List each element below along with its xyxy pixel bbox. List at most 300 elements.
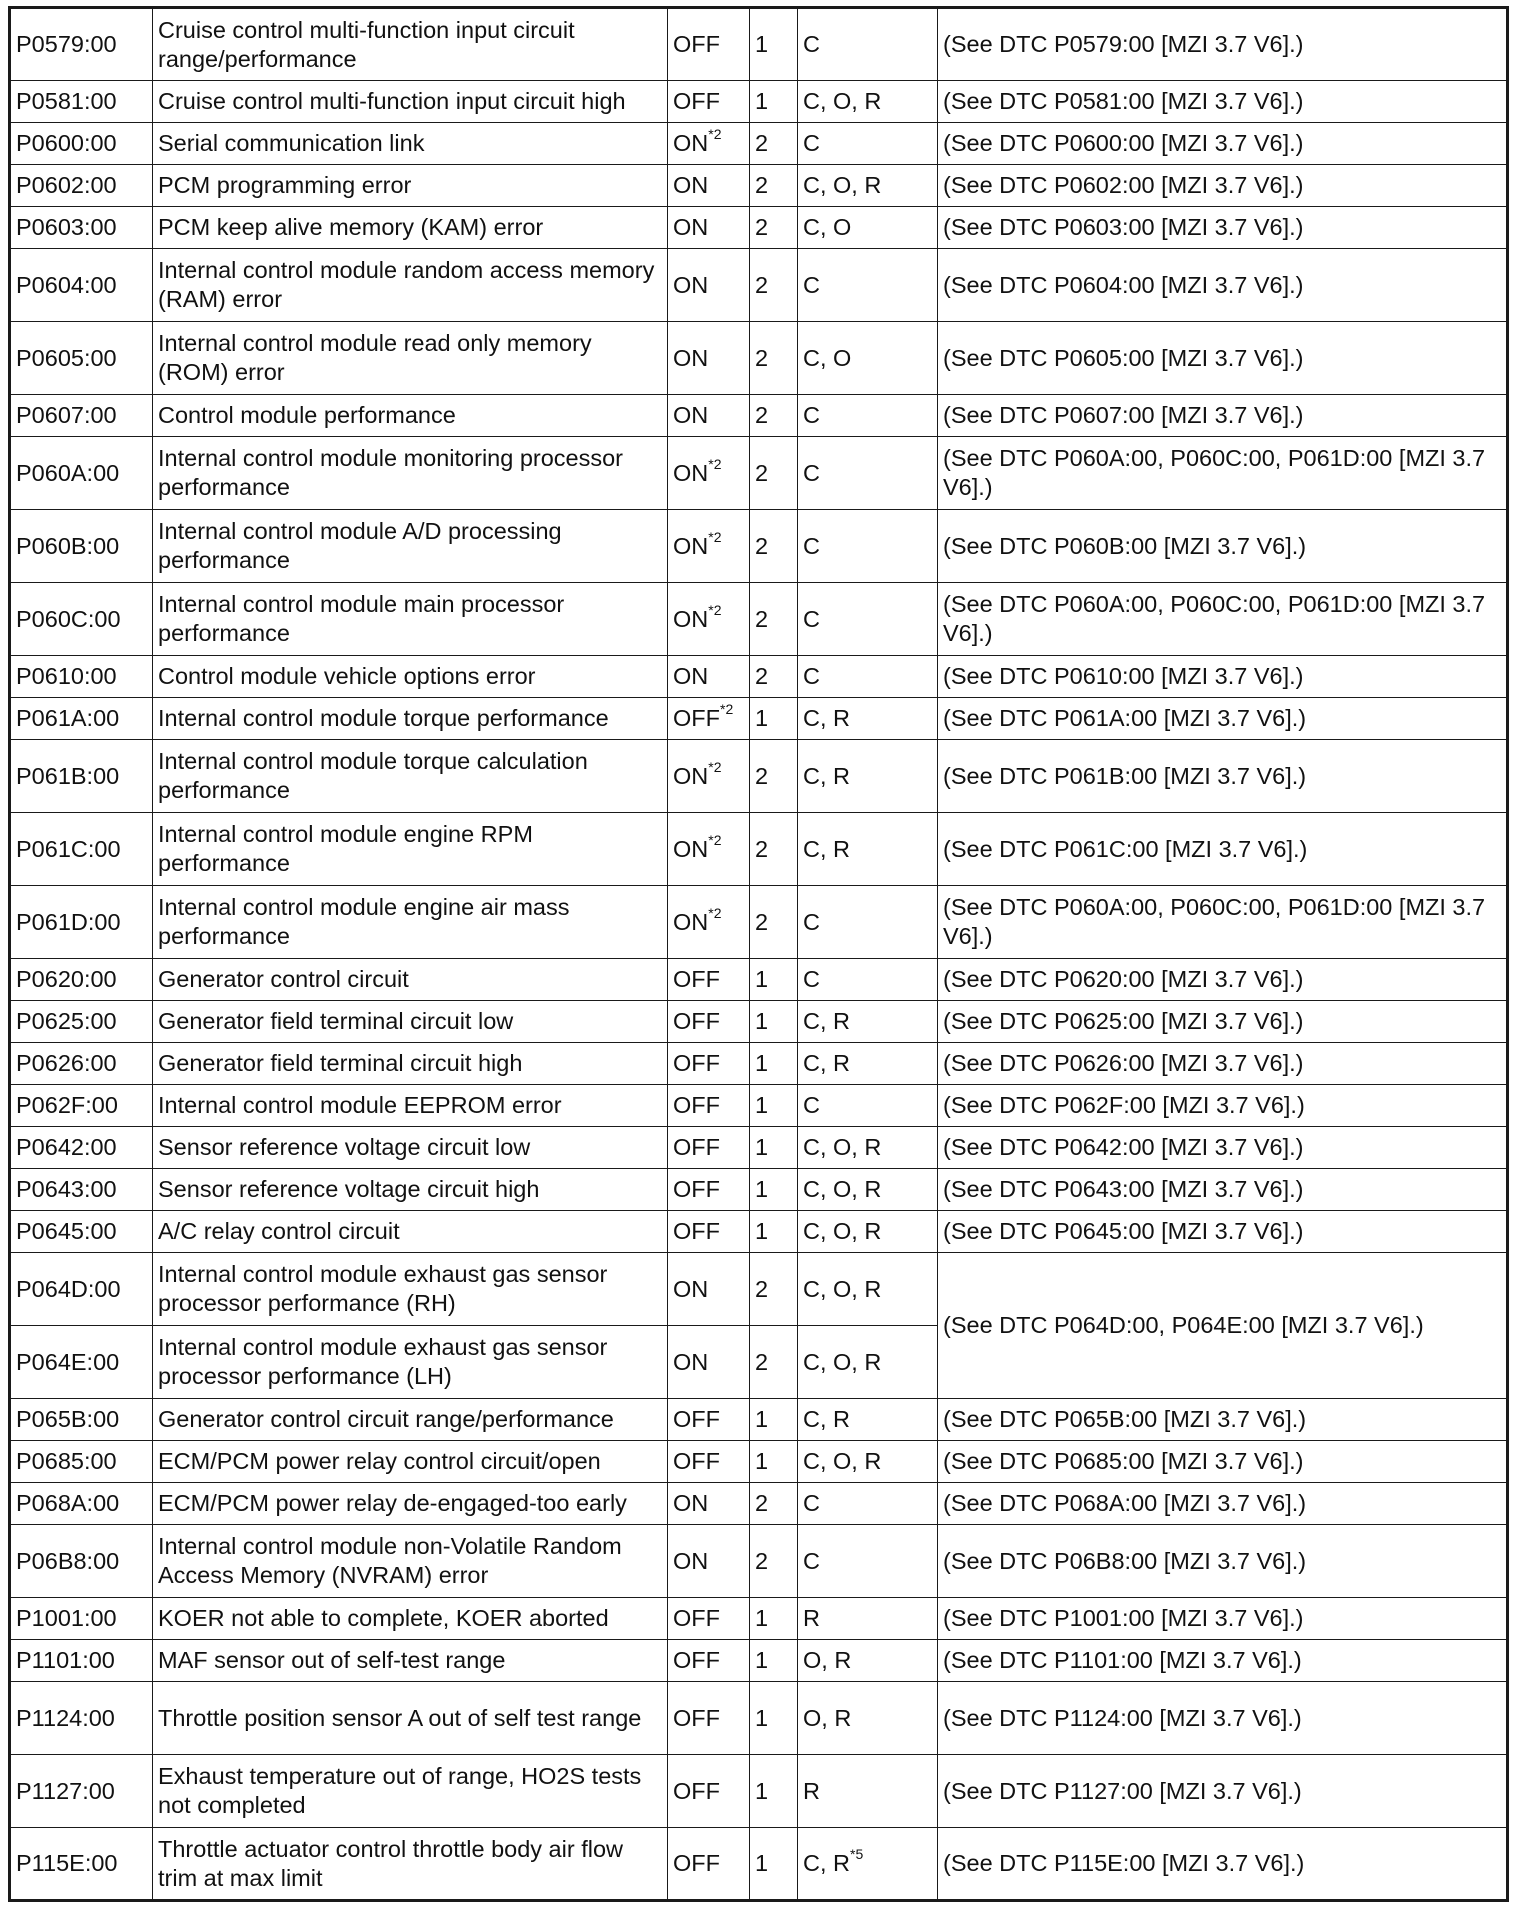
reference-cell bbox=[938, 395, 1508, 437]
reference-cell bbox=[938, 1441, 1508, 1483]
dtc-code-cell bbox=[10, 1043, 153, 1085]
mil-cell bbox=[668, 813, 750, 886]
trip-cell bbox=[750, 510, 798, 583]
trip-cell-text: 2 bbox=[755, 663, 769, 689]
dtc-code-cell bbox=[10, 8, 153, 81]
reference-cell bbox=[938, 1399, 1508, 1441]
trip-cell-text: 1 bbox=[755, 1448, 769, 1474]
mil-cell-text: OFF bbox=[673, 1605, 720, 1631]
trip-cell bbox=[750, 1001, 798, 1043]
reference-cell bbox=[938, 1598, 1508, 1640]
table-row bbox=[10, 1682, 1508, 1755]
memory-function-cell-text: C, O, R bbox=[803, 172, 882, 198]
table-row bbox=[10, 886, 1508, 959]
dtc-description-cell-text: Internal control module read only memory (ROM) error bbox=[158, 330, 592, 385]
mil-cell-text: ON bbox=[673, 605, 709, 632]
dtc-description-cell bbox=[153, 1253, 668, 1326]
trip-cell-text: 1 bbox=[755, 31, 769, 57]
dtc-code-cell bbox=[10, 81, 153, 123]
dtc-description-cell-text: KOER not able to complete, KOER aborted bbox=[158, 1605, 609, 1631]
dtc-description-cell-text: Control module performance bbox=[158, 402, 456, 428]
mil-cell-text: ON bbox=[673, 835, 709, 862]
mil-cell bbox=[668, 1085, 750, 1127]
reference-cell bbox=[938, 1085, 1508, 1127]
reference-cell-text: (See DTC P065B:00 [MZI 3.7 V6].) bbox=[943, 1406, 1307, 1432]
mil-cell bbox=[668, 437, 750, 510]
trip-cell-text: 2 bbox=[755, 172, 769, 198]
mil-cell-text: ON bbox=[673, 344, 709, 371]
mil-cell-text: OFF bbox=[673, 1218, 720, 1244]
dtc-description-cell-text: Internal control module torque calculation performance bbox=[158, 748, 588, 803]
dtc-code-cell-text: P0625:00 bbox=[16, 1008, 117, 1034]
mil-cell-text: OFF bbox=[673, 1092, 720, 1118]
trip-cell bbox=[750, 1682, 798, 1755]
dtc-code-cell bbox=[10, 698, 153, 740]
dtc-code-cell-text: P061C:00 bbox=[16, 835, 121, 862]
dtc-code-cell bbox=[10, 249, 153, 322]
dtc-description-cell bbox=[153, 249, 668, 322]
mil-cell-text: OFF bbox=[673, 966, 720, 992]
dtc-description-cell-text: Internal control module exhaust gas sensor processor performance (LH) bbox=[158, 1334, 608, 1389]
dtc-code-cell-text: P0579:00 bbox=[16, 31, 117, 57]
dtc-code-cell-text: P0607:00 bbox=[16, 402, 117, 428]
reference-cell-text: (See DTC P0603:00 [MZI 3.7 V6].) bbox=[943, 214, 1304, 240]
reference-cell bbox=[938, 740, 1508, 813]
reference-cell-text: (See DTC P1127:00 [MZI 3.7 V6].) bbox=[943, 1777, 1302, 1804]
table-row bbox=[10, 1001, 1508, 1043]
memory-function-cell bbox=[798, 1127, 938, 1169]
mil-cell-text: ON bbox=[673, 402, 709, 428]
memory-function-cell-text: C, R bbox=[803, 835, 850, 862]
mil-cell-text: ON bbox=[673, 271, 709, 298]
reference-cell-text: (See DTC P0645:00 [MZI 3.7 V6].) bbox=[943, 1218, 1304, 1244]
dtc-code-cell-text: P061B:00 bbox=[16, 762, 120, 789]
dtc-code-cell bbox=[10, 1441, 153, 1483]
trip-cell bbox=[750, 8, 798, 81]
dtc-description-cell-text: Generator field terminal circuit high bbox=[158, 1050, 523, 1076]
trip-cell bbox=[750, 1483, 798, 1525]
memory-function-cell bbox=[798, 1682, 938, 1755]
table-row bbox=[10, 1127, 1508, 1169]
trip-cell bbox=[750, 1525, 798, 1598]
trip-cell bbox=[750, 1326, 798, 1399]
mil-cell bbox=[668, 249, 750, 322]
memory-function-cell bbox=[798, 583, 938, 656]
reference-cell bbox=[938, 1043, 1508, 1085]
mil-cell bbox=[668, 8, 750, 81]
mil-cell-text: ON bbox=[673, 1490, 709, 1516]
mil-cell-note: *2 bbox=[708, 126, 722, 143]
reference-cell-text: (See DTC P060A:00, P060C:00, P061D:00 [MZI 3.7 V6].) bbox=[943, 445, 1486, 500]
dtc-code-cell-text: P0605:00 bbox=[16, 344, 117, 371]
mil-cell bbox=[668, 959, 750, 1001]
table-row bbox=[10, 740, 1508, 813]
reference-cell bbox=[938, 8, 1508, 81]
memory-function-cell-text: C, O, R bbox=[803, 1176, 882, 1202]
table-row bbox=[10, 1441, 1508, 1483]
table-row bbox=[10, 1828, 1508, 1901]
memory-function-cell bbox=[798, 959, 938, 1001]
reference-cell bbox=[938, 1169, 1508, 1211]
dtc-description-cell-text: Internal control module engine air mass performance bbox=[158, 894, 570, 949]
dtc-code-cell bbox=[10, 1326, 153, 1399]
trip-cell bbox=[750, 1441, 798, 1483]
reference-cell bbox=[938, 698, 1508, 740]
dtc-description-cell bbox=[153, 1085, 668, 1127]
dtc-code-cell bbox=[10, 1253, 153, 1326]
mil-cell bbox=[668, 1640, 750, 1682]
reference-cell bbox=[938, 813, 1508, 886]
dtc-description-cell-text: Internal control module main processor performance bbox=[158, 591, 565, 646]
table-row bbox=[10, 81, 1508, 123]
dtc-description-cell bbox=[153, 1441, 668, 1483]
table-row bbox=[10, 1755, 1508, 1828]
mil-cell bbox=[668, 1441, 750, 1483]
trip-cell bbox=[750, 1211, 798, 1253]
reference-cell-text: (See DTC P0581:00 [MZI 3.7 V6].) bbox=[943, 88, 1304, 114]
trip-cell-text: 2 bbox=[755, 459, 769, 486]
trip-cell-text: 2 bbox=[755, 271, 769, 298]
reference-cell bbox=[938, 1525, 1508, 1598]
dtc-code-cell-text: P0600:00 bbox=[16, 130, 117, 156]
mil-cell bbox=[668, 322, 750, 395]
mil-cell bbox=[668, 395, 750, 437]
mil-cell bbox=[668, 510, 750, 583]
trip-cell bbox=[750, 1640, 798, 1682]
dtc-code-cell-text: P06B8:00 bbox=[16, 1547, 120, 1574]
memory-function-cell bbox=[798, 813, 938, 886]
trip-cell bbox=[750, 1043, 798, 1085]
mil-cell-text: ON bbox=[673, 1275, 709, 1302]
memory-function-cell-text: C bbox=[803, 663, 820, 689]
dtc-code-cell bbox=[10, 1755, 153, 1828]
trip-cell bbox=[750, 886, 798, 959]
trip-cell bbox=[750, 1127, 798, 1169]
mil-cell-text: ON bbox=[673, 130, 709, 156]
reference-cell bbox=[938, 886, 1508, 959]
table-row bbox=[10, 656, 1508, 698]
mil-cell bbox=[668, 1483, 750, 1525]
memory-function-cell-text: C, R bbox=[803, 1008, 850, 1034]
mil-cell-text: OFF bbox=[673, 1448, 720, 1474]
memory-function-cell bbox=[798, 1483, 938, 1525]
dtc-code-cell bbox=[10, 437, 153, 510]
mil-cell bbox=[668, 81, 750, 123]
table-row bbox=[10, 1640, 1508, 1682]
reference-cell bbox=[938, 959, 1508, 1001]
table-row bbox=[10, 583, 1508, 656]
dtc-code-cell-text: P061A:00 bbox=[16, 705, 120, 731]
memory-function-cell-text: O, R bbox=[803, 1704, 852, 1731]
dtc-code-cell-text: P0685:00 bbox=[16, 1448, 117, 1474]
table-row bbox=[10, 207, 1508, 249]
mil-cell-note: *2 bbox=[708, 904, 722, 921]
dtc-code-cell bbox=[10, 165, 153, 207]
memory-function-cell-text: C, O, R bbox=[803, 1218, 882, 1244]
memory-function-cell bbox=[798, 698, 938, 740]
reference-cell bbox=[938, 322, 1508, 395]
reference-cell-text: (See DTC P060B:00 [MZI 3.7 V6].) bbox=[943, 532, 1307, 559]
trip-cell bbox=[750, 698, 798, 740]
dtc-code-cell bbox=[10, 959, 153, 1001]
dtc-description-cell-text: Generator field terminal circuit low bbox=[158, 1008, 514, 1034]
trip-cell bbox=[750, 583, 798, 656]
dtc-code-cell-text: P060A:00 bbox=[16, 459, 120, 486]
trip-cell bbox=[750, 437, 798, 510]
dtc-description-cell bbox=[153, 207, 668, 249]
dtc-description-cell-text: Throttle actuator control throttle body air flow trim at max limit bbox=[158, 1835, 623, 1891]
mil-cell bbox=[668, 1043, 750, 1085]
dtc-code-cell-text: P1127:00 bbox=[16, 1777, 115, 1804]
mil-cell-text: OFF bbox=[673, 1176, 720, 1202]
dtc-code-cell-text: P1001:00 bbox=[16, 1605, 117, 1631]
table-row bbox=[10, 123, 1508, 165]
reference-cell-text: (See DTC P060A:00, P060C:00, P061D:00 [MZI 3.7 V6].) bbox=[943, 894, 1486, 949]
dtc-code-cell bbox=[10, 1127, 153, 1169]
reference-cell bbox=[938, 81, 1508, 123]
dtc-code-cell-text: P0610:00 bbox=[16, 663, 117, 689]
trip-cell bbox=[750, 1755, 798, 1828]
dtc-description-cell bbox=[153, 656, 668, 698]
dtc-description-cell-text: Exhaust temperature out of range, HO2S tests not completed bbox=[158, 1763, 642, 1818]
dtc-description-cell bbox=[153, 886, 668, 959]
dtc-code-cell-text: P062F:00 bbox=[16, 1092, 118, 1118]
trip-cell-text: 2 bbox=[755, 402, 769, 428]
mil-cell-text: OFF bbox=[673, 1647, 720, 1673]
dtc-description-cell bbox=[153, 698, 668, 740]
dtc-description-cell bbox=[153, 81, 668, 123]
mil-cell-text: OFF bbox=[673, 1134, 720, 1160]
dtc-description-cell bbox=[153, 437, 668, 510]
mil-cell bbox=[668, 740, 750, 813]
trip-cell bbox=[750, 1253, 798, 1326]
mil-cell-text: ON bbox=[673, 908, 709, 935]
dtc-table-body bbox=[10, 8, 1508, 1901]
reference-cell bbox=[938, 1640, 1508, 1682]
dtc-code-cell bbox=[10, 207, 153, 249]
reference-cell bbox=[938, 1682, 1508, 1755]
mil-cell bbox=[668, 583, 750, 656]
mil-cell-text: ON bbox=[673, 1348, 709, 1375]
mil-cell bbox=[668, 1598, 750, 1640]
dtc-description-cell bbox=[153, 583, 668, 656]
memory-function-cell bbox=[798, 1326, 938, 1399]
dtc-description-cell bbox=[153, 1755, 668, 1828]
dtc-description-cell bbox=[153, 1828, 668, 1901]
memory-function-cell-text: C, R bbox=[803, 762, 850, 789]
mil-cell-note: *2 bbox=[708, 601, 722, 618]
trip-cell-text: 1 bbox=[755, 1406, 769, 1432]
table-row bbox=[10, 510, 1508, 583]
reference-cell-text: (See DTC P0610:00 [MZI 3.7 V6].) bbox=[943, 663, 1304, 689]
mil-cell bbox=[668, 1253, 750, 1326]
dtc-code-cell bbox=[10, 740, 153, 813]
dtc-description-cell bbox=[153, 1001, 668, 1043]
dtc-description-cell-text: Cruise control multi-function input circuit high bbox=[158, 88, 626, 114]
mil-cell-text: ON bbox=[673, 762, 709, 789]
reference-cell-text: (See DTC P0600:00 [MZI 3.7 V6].) bbox=[943, 130, 1304, 156]
mil-cell bbox=[668, 1682, 750, 1755]
memory-function-cell bbox=[798, 395, 938, 437]
reference-cell-text: (See DTC P0607:00 [MZI 3.7 V6].) bbox=[943, 402, 1304, 428]
table-row bbox=[10, 395, 1508, 437]
trip-cell-text: 2 bbox=[755, 1490, 769, 1516]
mil-cell-text: ON bbox=[673, 172, 709, 198]
reference-cell bbox=[938, 249, 1508, 322]
reference-cell bbox=[938, 123, 1508, 165]
reference-cell-text: (See DTC P064D:00, P064E:00 [MZI 3.7 V6].) bbox=[943, 1312, 1424, 1338]
memory-function-cell-text: C, O, R bbox=[803, 1348, 882, 1375]
mil-cell-text: OFF bbox=[673, 1406, 720, 1432]
memory-function-cell bbox=[798, 1525, 938, 1598]
dtc-code-cell-text: P1101:00 bbox=[16, 1647, 115, 1673]
trip-cell-text: 1 bbox=[755, 1050, 769, 1076]
trip-cell bbox=[750, 1085, 798, 1127]
mil-cell-text: OFF bbox=[673, 31, 720, 57]
reference-cell-text: (See DTC P0605:00 [MZI 3.7 V6].) bbox=[943, 344, 1304, 371]
trip-cell-text: 2 bbox=[755, 1275, 769, 1302]
dtc-code-cell bbox=[10, 1399, 153, 1441]
memory-function-cell bbox=[798, 123, 938, 165]
dtc-code-cell bbox=[10, 1169, 153, 1211]
mil-cell-text: OFF bbox=[673, 1777, 720, 1804]
trip-cell bbox=[750, 165, 798, 207]
dtc-description-cell bbox=[153, 1326, 668, 1399]
mil-cell-text: ON bbox=[673, 532, 709, 559]
dtc-code-cell-text: P0643:00 bbox=[16, 1176, 117, 1202]
trip-cell bbox=[750, 123, 798, 165]
dtc-code-cell-text: P061D:00 bbox=[16, 908, 121, 935]
trip-cell-text: 1 bbox=[755, 1092, 769, 1118]
mil-cell bbox=[668, 1828, 750, 1901]
dtc-description-cell-text: Control module vehicle options error bbox=[158, 663, 536, 689]
trip-cell bbox=[750, 740, 798, 813]
reference-cell-text: (See DTC P061C:00 [MZI 3.7 V6].) bbox=[943, 835, 1308, 862]
dtc-code-cell-text: P0603:00 bbox=[16, 214, 117, 240]
memory-function-cell-text: R bbox=[803, 1605, 820, 1631]
table-row bbox=[10, 698, 1508, 740]
mil-cell bbox=[668, 1127, 750, 1169]
reference-cell-text: (See DTC P115E:00 [MZI 3.7 V6].) bbox=[943, 1850, 1305, 1876]
mil-cell bbox=[668, 1399, 750, 1441]
trip-cell bbox=[750, 322, 798, 395]
table-row bbox=[10, 959, 1508, 1001]
memory-function-cell bbox=[798, 1640, 938, 1682]
reference-cell bbox=[938, 656, 1508, 698]
memory-function-cell bbox=[798, 1001, 938, 1043]
memory-function-cell bbox=[798, 1211, 938, 1253]
reference-cell-text: (See DTC P0642:00 [MZI 3.7 V6].) bbox=[943, 1134, 1304, 1160]
reference-cell-text: (See DTC P1001:00 [MZI 3.7 V6].) bbox=[943, 1605, 1304, 1631]
dtc-table bbox=[8, 6, 1509, 1902]
dtc-code-cell-text: P068A:00 bbox=[16, 1490, 120, 1516]
mil-cell bbox=[668, 1326, 750, 1399]
dtc-code-cell-text: P060B:00 bbox=[16, 532, 120, 559]
dtc-code-cell-text: P115E:00 bbox=[16, 1850, 118, 1876]
dtc-description-cell bbox=[153, 1483, 668, 1525]
mil-cell bbox=[668, 698, 750, 740]
dtc-code-cell bbox=[10, 1598, 153, 1640]
dtc-code-cell-text: P0602:00 bbox=[16, 172, 117, 198]
memory-function-cell bbox=[798, 1169, 938, 1211]
trip-cell-text: 2 bbox=[755, 214, 769, 240]
memory-function-cell-text: C, O, R bbox=[803, 88, 882, 114]
reference-cell bbox=[938, 1211, 1508, 1253]
memory-function-cell bbox=[798, 656, 938, 698]
memory-function-cell-text: C bbox=[803, 271, 820, 298]
memory-function-cell bbox=[798, 510, 938, 583]
mil-cell-text: OFF bbox=[673, 1704, 720, 1731]
dtc-code-cell bbox=[10, 1085, 153, 1127]
dtc-description-cell-text: Cruise control multi-function input circuit range/performance bbox=[158, 16, 575, 72]
memory-function-cell-text: C bbox=[803, 31, 820, 57]
table-row bbox=[10, 1169, 1508, 1211]
mil-cell bbox=[668, 207, 750, 249]
memory-function-cell-text: C, O bbox=[803, 344, 852, 371]
dtc-description-cell bbox=[153, 813, 668, 886]
table-row bbox=[10, 1085, 1508, 1127]
dtc-description-cell-text: Generator control circuit range/performance bbox=[158, 1406, 614, 1432]
dtc-description-cell-text: A/C relay control circuit bbox=[158, 1218, 400, 1244]
trip-cell bbox=[750, 395, 798, 437]
dtc-description-cell-text: Internal control module torque performance bbox=[158, 705, 609, 731]
dtc-description-cell bbox=[153, 165, 668, 207]
memory-function-cell bbox=[798, 81, 938, 123]
dtc-description-cell bbox=[153, 1525, 668, 1598]
mil-cell-note: *2 bbox=[708, 831, 722, 848]
mil-cell-text: OFF bbox=[673, 88, 720, 114]
trip-cell-text: 2 bbox=[755, 344, 769, 371]
dtc-description-cell bbox=[153, 740, 668, 813]
mil-cell bbox=[668, 165, 750, 207]
dtc-code-cell-text: P0581:00 bbox=[16, 88, 117, 114]
dtc-description-cell-text: Generator control circuit bbox=[158, 966, 409, 992]
reference-cell-text: (See DTC P062F:00 [MZI 3.7 V6].) bbox=[943, 1092, 1305, 1118]
dtc-description-cell bbox=[153, 1211, 668, 1253]
memory-function-cell bbox=[798, 1828, 938, 1901]
dtc-description-cell bbox=[153, 1169, 668, 1211]
memory-function-cell bbox=[798, 1598, 938, 1640]
dtc-code-cell-text: P060C:00 bbox=[16, 605, 121, 632]
trip-cell-text: 1 bbox=[755, 1704, 769, 1731]
table-row bbox=[10, 1483, 1508, 1525]
reference-cell-text: (See DTC P0625:00 [MZI 3.7 V6].) bbox=[943, 1008, 1304, 1034]
memory-function-cell-text: C, O, R bbox=[803, 1275, 882, 1302]
dtc-code-cell bbox=[10, 1682, 153, 1755]
mil-cell-text: OFF bbox=[673, 1050, 720, 1076]
reference-cell-text: (See DTC P1101:00 [MZI 3.7 V6].) bbox=[943, 1647, 1302, 1673]
memory-function-cell-text: C bbox=[803, 1547, 820, 1574]
reference-cell-text: (See DTC P0602:00 [MZI 3.7 V6].) bbox=[943, 172, 1304, 198]
trip-cell-text: 1 bbox=[755, 1218, 769, 1244]
reference-cell bbox=[938, 1828, 1508, 1901]
table-row bbox=[10, 1043, 1508, 1085]
trip-cell-text: 1 bbox=[755, 966, 769, 992]
dtc-description-cell bbox=[153, 1399, 668, 1441]
mil-cell bbox=[668, 123, 750, 165]
reference-cell-text: (See DTC P0579:00 [MZI 3.7 V6].) bbox=[943, 31, 1304, 57]
dtc-description-cell bbox=[153, 1043, 668, 1085]
mil-cell-note: *2 bbox=[720, 701, 734, 718]
trip-cell-text: 2 bbox=[755, 908, 769, 935]
dtc-code-cell bbox=[10, 1828, 153, 1901]
dtc-code-cell bbox=[10, 510, 153, 583]
table-row bbox=[10, 1598, 1508, 1640]
dtc-code-cell-text: P0620:00 bbox=[16, 966, 117, 992]
reference-cell bbox=[938, 1755, 1508, 1828]
memory-function-cell-text: C, O bbox=[803, 214, 852, 240]
dtc-code-cell bbox=[10, 395, 153, 437]
